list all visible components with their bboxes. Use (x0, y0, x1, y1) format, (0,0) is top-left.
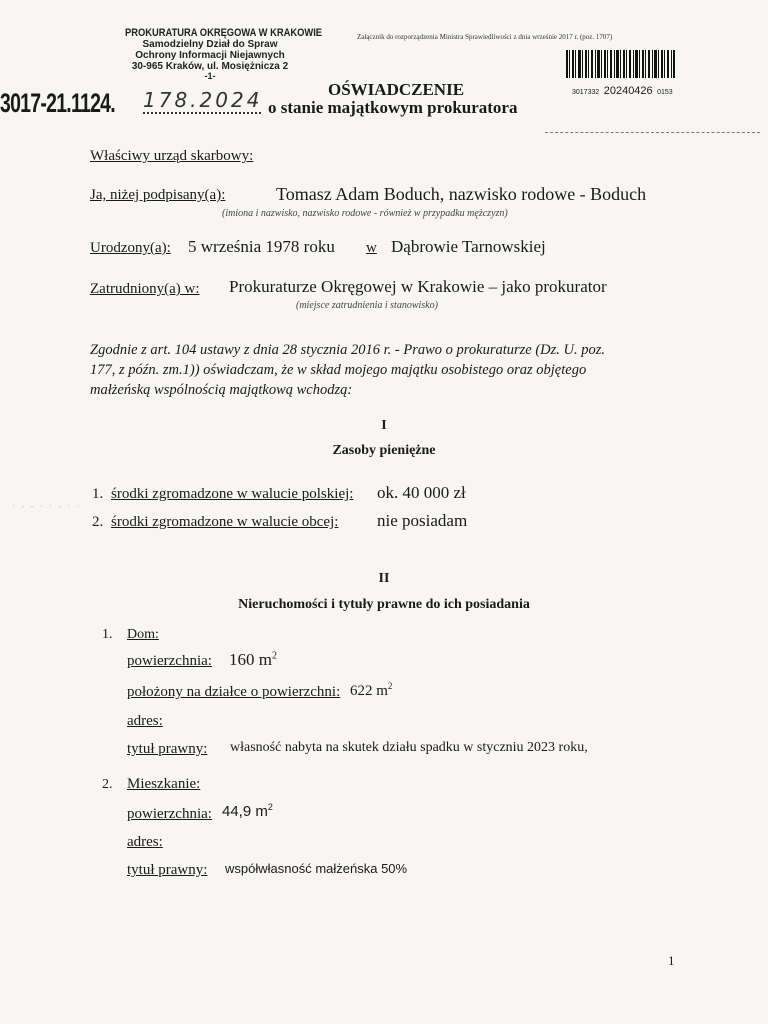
intro-line-3: małżeńską wspólnością majątkową wchodzą: (90, 382, 353, 398)
intro-line-2: 177, z późn. zm.1)) oświadczam, że w skład mojego majątku osobistego oraz objętego (90, 362, 587, 378)
declarant-label: Ja, niżej podpisany(a): (90, 187, 226, 203)
plot-area-number: 622 m (350, 683, 388, 699)
flat-title-value: współwłasność małżeńska 50% (225, 861, 408, 876)
house-address-label: adres: (127, 713, 163, 729)
intro-line-1: Zgodnie z art. 104 ustawy z dnia 28 stycznia 2016 r. - Prawo o prokuraturze (Dz. U. poz. (90, 342, 606, 358)
stamp-line-3: Ochrony Informacji Niejawnych (135, 50, 285, 61)
plot-area-unit-sup: 2 (387, 681, 393, 691)
flat-area-number: 44,9 m (222, 803, 268, 820)
stamp-line-1: PROKURATURA OKRĘGOWA W KRAKOWIE (125, 27, 323, 39)
section-2-roman: II (378, 571, 390, 586)
foreign-funds-label: środki zgromadzone w walucie obcej: (111, 514, 339, 530)
birth-place: Dąbrowie Tarnowskiej (391, 237, 546, 256)
flat-title-label: tytuł prawny: (127, 862, 208, 878)
stamp-line-4: 30-965 Kraków, ul. Mosiężnicza 2 (131, 61, 289, 72)
plot-area-value (350, 681, 392, 700)
flat-label: Mieszkanie: (127, 776, 201, 792)
office-stamp (110, 27, 323, 81)
case-number-handwritten: 178.2024 (143, 88, 263, 112)
section-2-title: Nieruchomości i tytuły prawne do ich posiadania (238, 597, 530, 612)
case-number-prefix: 3017-21.1124. (0, 88, 115, 118)
birth-in: w (366, 240, 377, 256)
house-area-label: powierzchnia: (127, 653, 212, 669)
flat-area-unit-sup: 2 (267, 802, 273, 812)
flat-address-label: adres: (127, 834, 163, 850)
employment-value: Prokuraturze Okręgowej w Krakowie – jako prokurator (229, 277, 607, 296)
foreign-funds-num: 2. (92, 514, 104, 530)
employment-label: Zatrudniony(a) w: (90, 281, 200, 297)
house-area-value (229, 650, 277, 670)
pln-funds-value: ok. 40 000 zł (377, 483, 466, 502)
pln-funds-num: 1. (92, 486, 104, 502)
annex-note: Załącznik do rozporządzenia Ministra Sprawiedliwości z dnia wrześnie 2017 r. (poz. 1707) (357, 33, 613, 41)
declarant-name: Tomasz Adam Boduch, nazwisko rodowe - Boduch (276, 184, 647, 204)
flat-area-label: powierzchnia: (127, 806, 212, 822)
plot-area-label: położony na działce o powierzchni: (127, 684, 341, 700)
barcode-digits-large: 20240426 (603, 85, 653, 97)
scan-noise: · - - · · - · · (12, 501, 82, 511)
house-area-number: 160 m (229, 650, 272, 669)
barcode-digits-tail: 0153 (657, 89, 673, 96)
flat-area-value (222, 802, 273, 820)
house-title-label: tytuł prawny: (127, 741, 208, 757)
barcode-digits-small: 3017332 (572, 89, 600, 96)
document-title: OŚWIADCZENIE (328, 80, 465, 99)
document-subtitle: o stanie majątkowym prokuratora (268, 98, 518, 117)
pln-funds-label: środki zgromadzone w walucie polskiej: (111, 486, 354, 502)
section-1-roman: I (381, 418, 387, 433)
page-number: 1 (668, 953, 675, 968)
house-area-unit-sup: 2 (271, 650, 277, 662)
foreign-funds-value: nie posiadam (377, 511, 468, 530)
house-label: Dom: (127, 627, 159, 642)
tax-office-label: Właściwy urząd skarbowy: (90, 148, 254, 164)
intro-paragraph (90, 340, 605, 400)
flat-num: 2. (102, 777, 113, 792)
barcode-digits (572, 81, 673, 99)
birth-label: Urodzony(a): (90, 240, 171, 256)
barcode-graphic (565, 50, 677, 78)
barcode (565, 50, 677, 83)
section-1-title: Zasoby pieniężne (332, 443, 436, 458)
employment-hint: (miejsce zatrudnienia i stanowisko) (296, 300, 438, 311)
stamp-line-5: -1- (204, 71, 216, 81)
declarant-hint: (imiona i nazwisko, nazwisko rodowe - również w przypadku mężczyzn) (222, 208, 508, 219)
birth-date: 5 września 1978 roku (188, 237, 335, 256)
house-num: 1. (102, 627, 113, 642)
stamp-line-2: Samodzielny Dział do Spraw (142, 39, 278, 50)
house-title-value: własność nabyta na skutek działu spadku w styczniu 2023 roku, (230, 740, 588, 755)
header-rule (545, 132, 760, 133)
case-number (0, 88, 160, 119)
